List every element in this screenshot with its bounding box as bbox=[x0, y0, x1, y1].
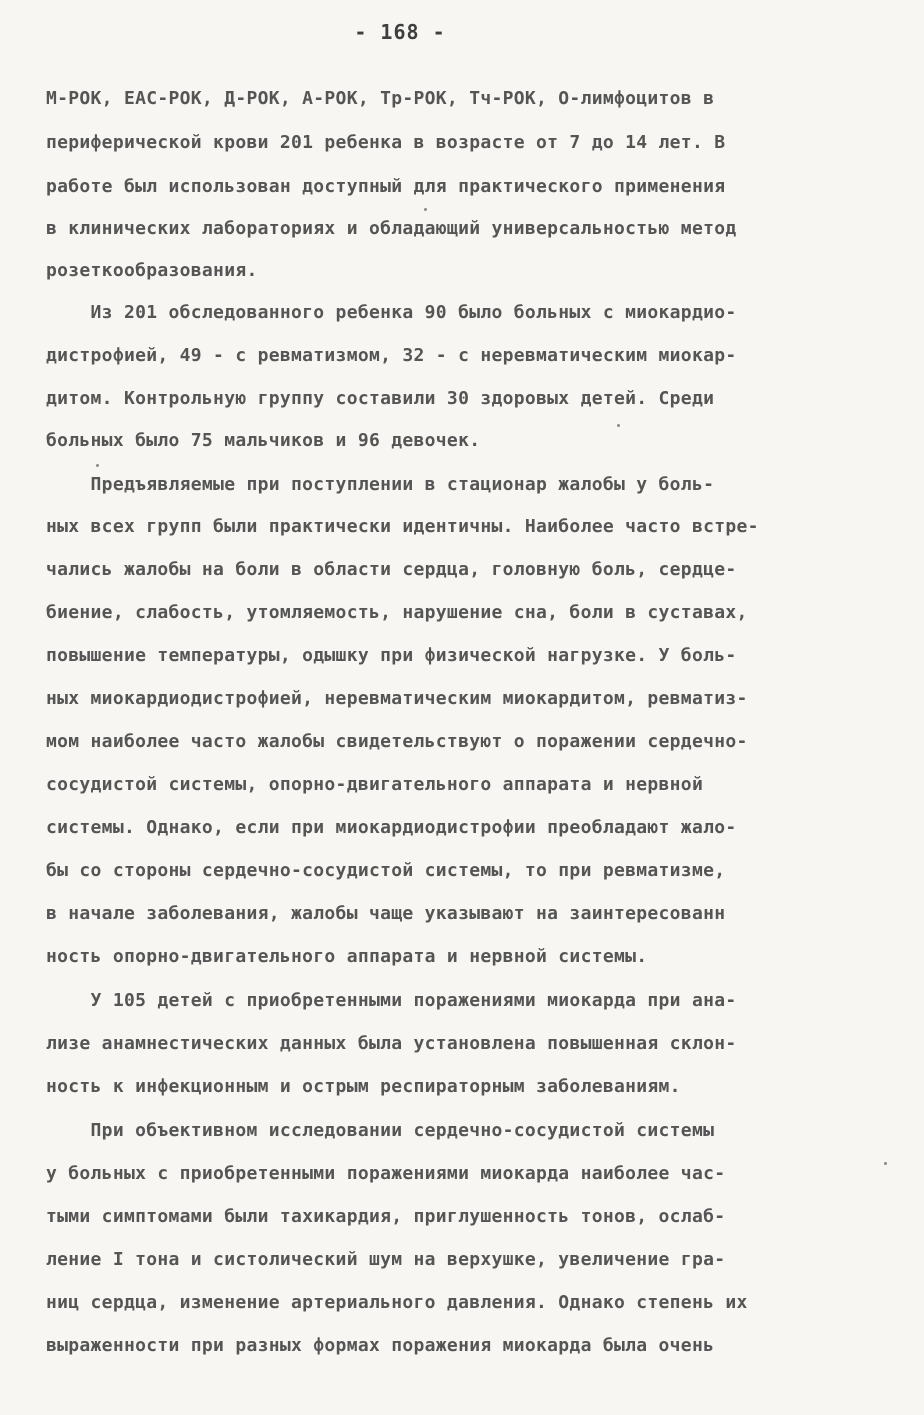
text-line: системы. Однако, если при миокардиодистрофии преобладают жало- bbox=[46, 817, 737, 838]
text-line: тыми симптомами были тахикардия, приглушенность тонов, ослаб- bbox=[46, 1206, 726, 1227]
text-line: в клинических лабораториях и обладающий универсальностью метод bbox=[46, 218, 737, 239]
text-line: У 105 детей с приобретенными поражениями миокарда при ана- bbox=[46, 990, 737, 1011]
text-line: ниц сердца, изменение артериального давления. Однако степень их bbox=[46, 1292, 748, 1313]
text-line: больных было 75 мальчиков и 96 девочек. bbox=[46, 430, 481, 451]
scan-speck bbox=[424, 208, 427, 211]
text-line: При объективном исследовании сердечно-сосудистой системы bbox=[46, 1120, 715, 1141]
text-line: у больных с приобретенными поражениями миокарда наиболее час- bbox=[46, 1163, 726, 1184]
text-line: ных всех групп были практически идентичны. Наиболее часто встре- bbox=[46, 516, 759, 537]
text-line: сосудистой системы, опорно-двигательного аппарата и нервной bbox=[46, 774, 704, 795]
scan-speck bbox=[617, 424, 620, 427]
text-line: ность опорно-двигательного аппарата и нервной системы. bbox=[46, 946, 648, 967]
text-line: бы со стороны сердечно-сосудистой системы, то при ревматизме, bbox=[46, 860, 726, 881]
text-line: Из 201 обследованного ребенка 90 было больных с миокардио- bbox=[46, 302, 737, 323]
text-line: выраженности при разных формах поражения миокарда была очень bbox=[46, 1335, 715, 1356]
scan-speck bbox=[884, 1162, 887, 1165]
text-line: повышение температуры, одышку при физической нагрузке. У боль- bbox=[46, 645, 737, 666]
text-line: М-РОК, ЕАС-РОК, Д-РОК, А-РОК, Тр-РОК, Тч-РОК, О-лимфоцитов в bbox=[46, 88, 715, 109]
text-line: биение, слабость, утомляемость, нарушение сна, боли в суставах, bbox=[46, 602, 748, 623]
text-line: дистрофией, 49 - с ревматизмом, 32 - с неревматическим миокар- bbox=[46, 345, 737, 366]
text-line: ных миокардиодистрофией, неревматическим миокардитом, ревматиз- bbox=[46, 688, 748, 709]
text-line: дитом. Контрольную группу составили 30 здоровых детей. Среди bbox=[46, 388, 715, 409]
text-line: Предъявляемые при поступлении в стационар жалобы у боль- bbox=[46, 474, 715, 495]
text-line: розеткообразования. bbox=[46, 260, 258, 281]
text-line: лизе анамнестических данных была установлена повышенная склон- bbox=[46, 1033, 737, 1054]
page-number: - 168 - bbox=[354, 20, 446, 44]
text-line: мом наиболее часто жалобы свидетельствуют о поражении сердечно- bbox=[46, 731, 748, 752]
text-line: ность к инфекционным и острым респираторным заболеваниям. bbox=[46, 1076, 681, 1097]
scan-speck bbox=[96, 464, 99, 467]
text-line: периферической крови 201 ребенка в возрасте от 7 до 14 лет. В bbox=[46, 132, 726, 153]
text-line: в начале заболевания, жалобы чаще указывают на заинтересованн bbox=[46, 903, 726, 924]
text-line: ление I тона и систолический шум на верхушке, увеличение гра- bbox=[46, 1249, 726, 1270]
text-line: работе был использован доступный для практического применения bbox=[46, 176, 726, 197]
text-line: чались жалобы на боли в области сердца, головную боль, сердце- bbox=[46, 559, 737, 580]
